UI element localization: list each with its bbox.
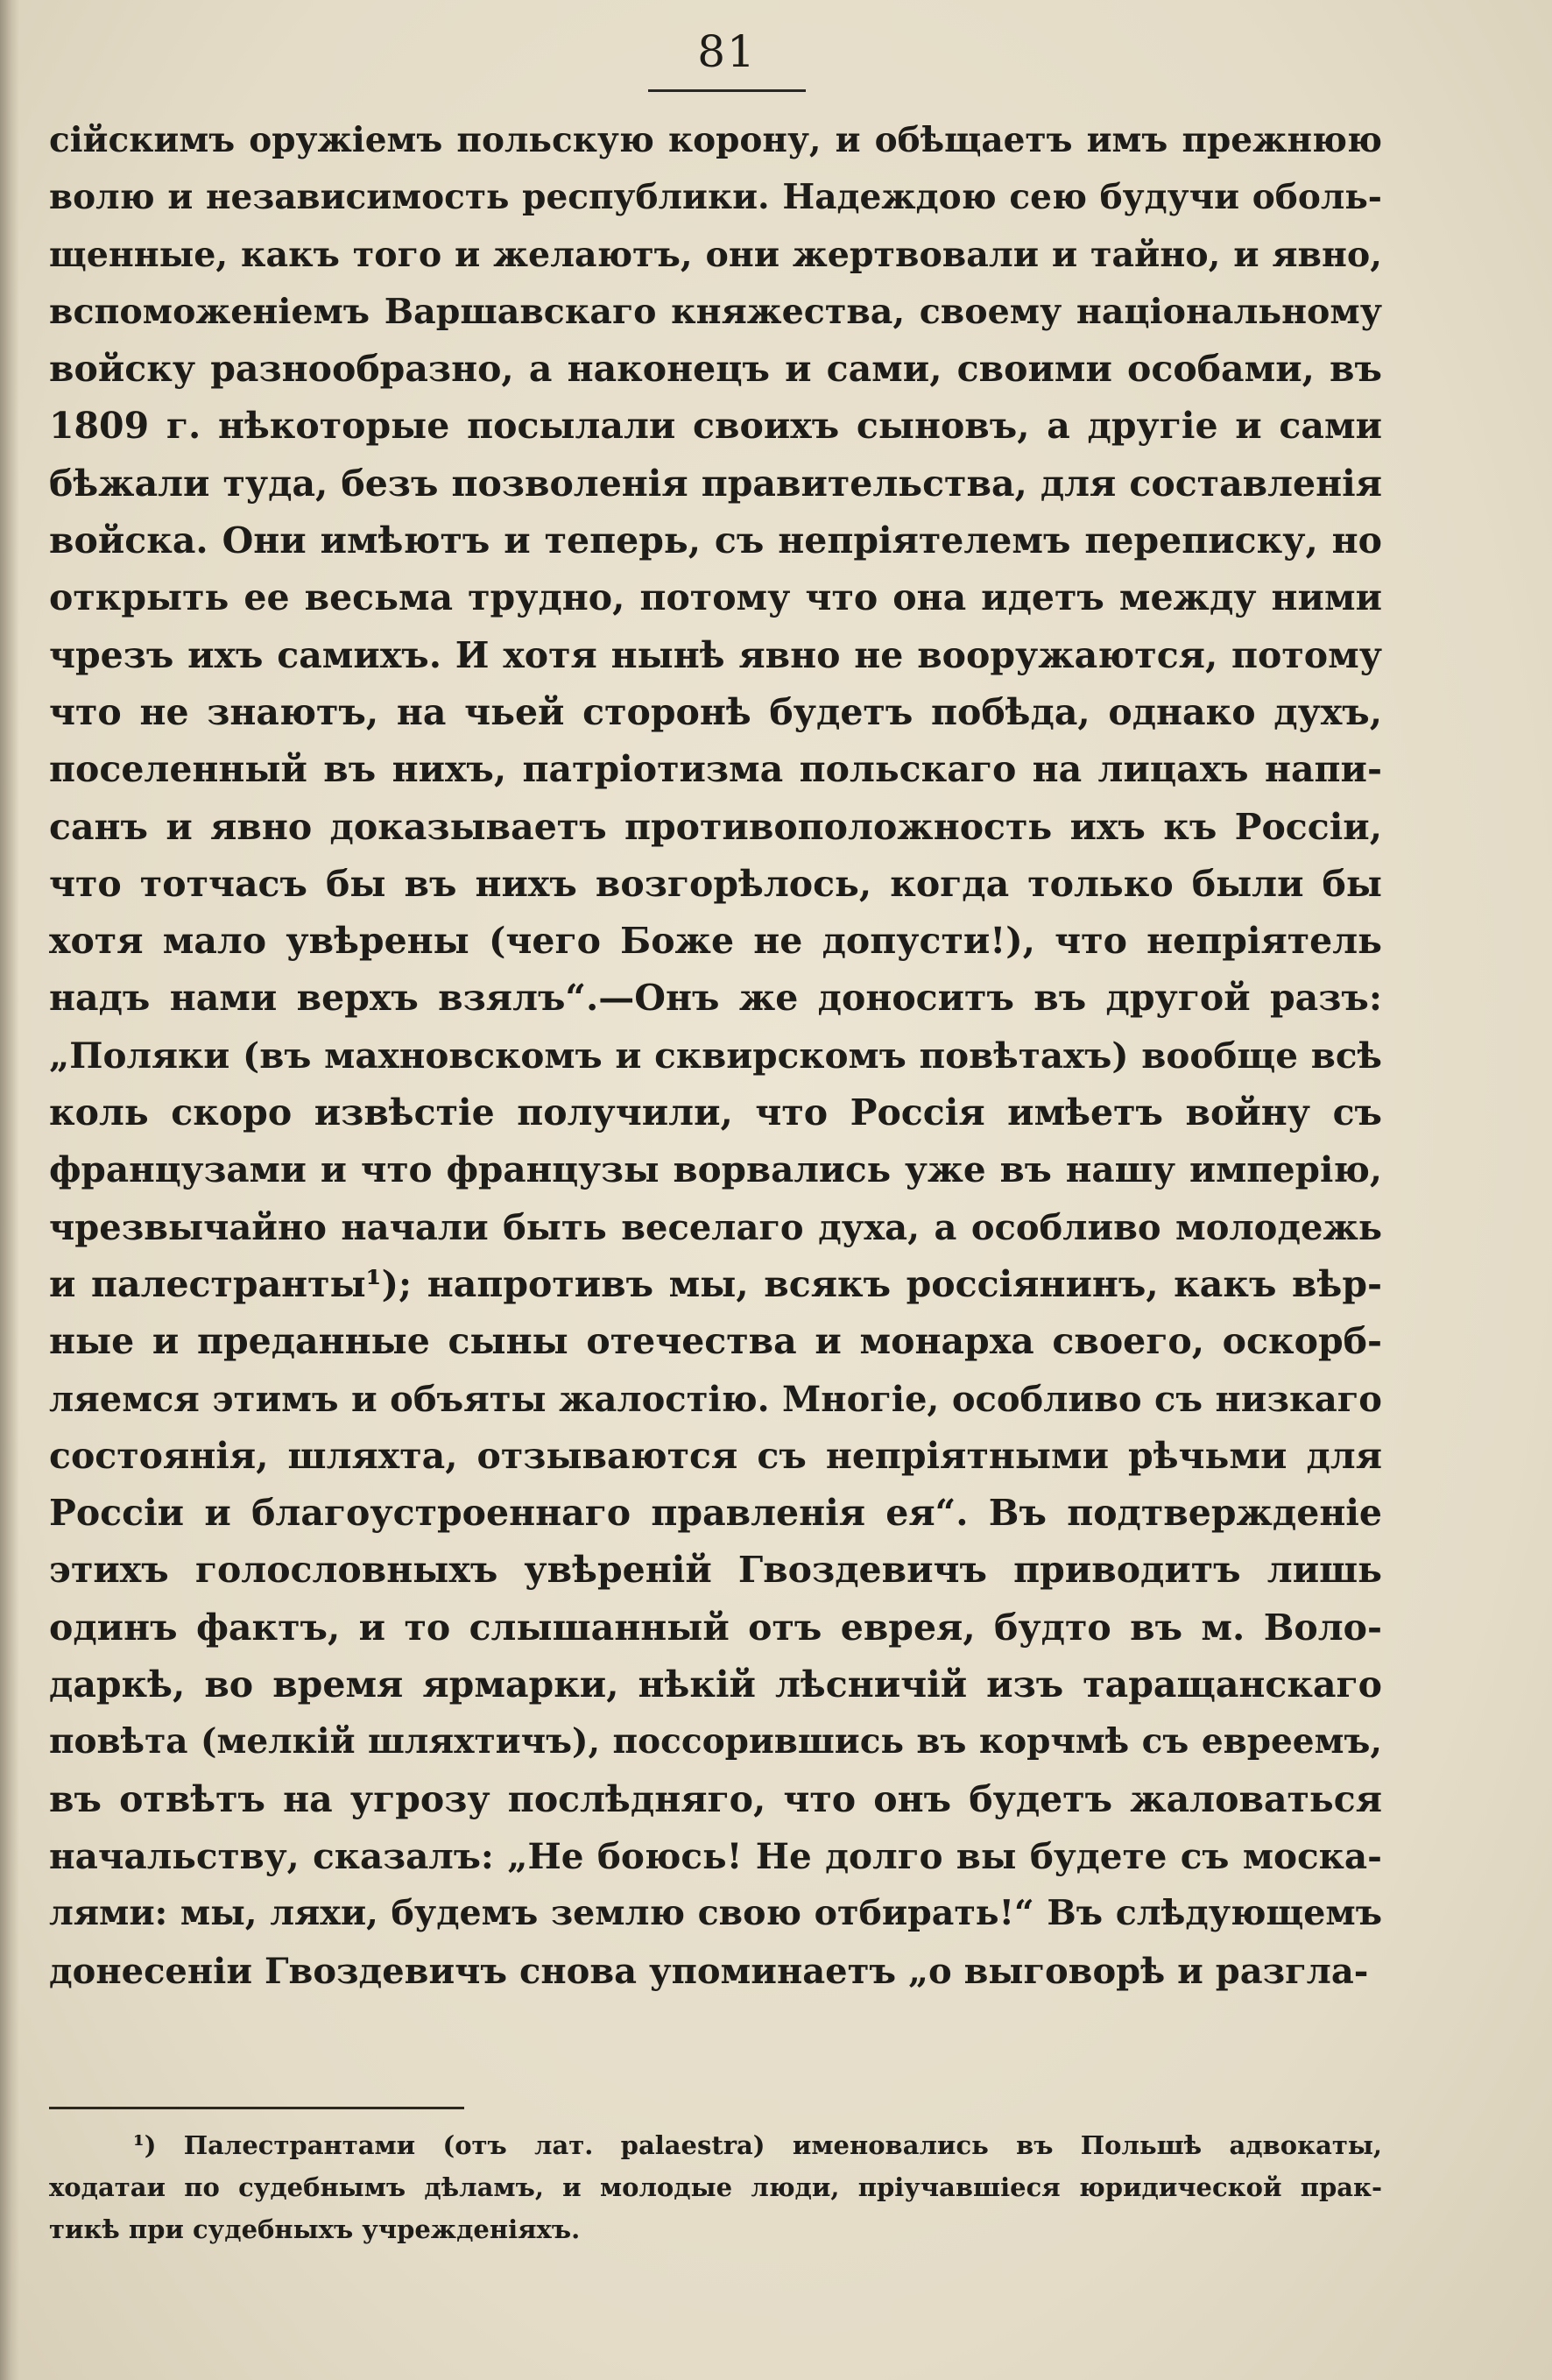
footnote-rule xyxy=(49,2107,464,2109)
text-line: войску разнообразно, а наконецъ и сами, своими особами, въ xyxy=(49,348,1382,391)
text-line: французами и что французы ворвались уже въ нашу имперію, xyxy=(49,1148,1382,1191)
text-line: надъ нами верхъ взялъ“.—Онъ же доноситъ въ другой разъ: xyxy=(49,977,1382,1020)
text-line: ные и преданные сыны отечества и монарха своего, оскорб- xyxy=(49,1320,1382,1363)
text-line: открыть ее весьма трудно, потому что она идетъ между ними xyxy=(49,576,1382,619)
text-line: донесеніи Гвоздевичъ снова упоминаетъ „о выговорѣ и разгла- xyxy=(49,1950,1369,1992)
text-line: лями: мы, ляхи, будемъ землю свою отбирать!“ Въ слѣдующемъ xyxy=(49,1893,1382,1934)
text-line: сійскимъ оружіемъ польскую корону, и обѣщаетъ имъ прежнюю xyxy=(49,120,1382,160)
text-line: даркѣ, во время ярмарки, нѣкій лѣсничій изъ таращанскаго xyxy=(49,1663,1382,1706)
text-line: щенные, какъ того и желаютъ, они жертвовали и тайно, и явно, xyxy=(49,234,1382,275)
text-line: этихъ голословныхъ увѣреній Гвоздевичъ приводитъ лишь xyxy=(49,1549,1382,1592)
text-line: поселенный въ нихъ, патріотизма польскаго на лицахъ напи- xyxy=(49,748,1382,791)
footnote-line: тикѣ при судебныхъ учрежденіяхъ. xyxy=(49,2214,581,2244)
page-number: 81 xyxy=(697,26,757,77)
page-number-rule xyxy=(648,89,806,92)
footnote-line: ходатаи по судебнымъ дѣламъ, и молодые люди, пріучавшіеся юридической прак- xyxy=(49,2172,1382,2202)
body-text xyxy=(49,112,1382,2000)
text-line: 1809 г. нѣкоторые посылали своихъ сыновъ, а другіе и сами xyxy=(49,405,1382,448)
text-line: ляемся этимъ и объяты жалостію. Многіе, особливо съ низкаго xyxy=(49,1378,1382,1420)
footnote-line: ¹) Палестрантами (отъ лат. palaestra) именовались въ Польшѣ адвокаты, xyxy=(133,2130,1382,2160)
text-line: войска. Они имѣютъ и теперь, съ непріятелемъ переписку, но xyxy=(49,519,1382,562)
text-line: бѣжали туда, безъ позволенія правительства, для составленія xyxy=(49,462,1382,505)
text-line: въ отвѣтъ на угрозу послѣдняго, что онъ будетъ жаловаться xyxy=(49,1777,1382,1820)
text-line: хотя мало увѣрены (чего Боже не допусти!), что непріятель xyxy=(49,920,1382,963)
page-binding-edge xyxy=(0,0,19,2380)
text-line: чрезвычайно начали быть веселаго духа, а особливо молодежь xyxy=(49,1206,1382,1248)
text-line: повѣта (мелкій шляхтичъ), поссорившись въ корчмѣ съ евреемъ, xyxy=(49,1721,1382,1762)
text-line: волю и независимость республики. Надеждою сею будучи оболь- xyxy=(49,177,1382,218)
text-line: и палестранты¹); напротивъ мы, всякъ россіянинъ, какъ вѣр- xyxy=(49,1262,1382,1305)
text-line: что тотчасъ бы въ нихъ возгорѣлось, когда только были бы xyxy=(49,862,1382,905)
text-line: что не знаютъ, на чьей сторонѣ будетъ побѣда, однако духъ, xyxy=(49,690,1382,733)
text-line: Россіи и благоустроеннаго правленія ея“. Въ подтвержденіе xyxy=(49,1492,1382,1535)
footnote xyxy=(49,2124,1382,2250)
text-line: вспоможеніемъ Варшавскаго княжества, своему національному xyxy=(49,291,1382,332)
text-line: чрезъ ихъ самихъ. И хотя нынѣ явно не вооружаются, потому xyxy=(49,633,1382,676)
text-line: начальству, сказалъ: „Не боюсь! Не долго вы будете съ москa- xyxy=(49,1834,1382,1877)
text-line: „Поляки (въ махновскомъ и сквирскомъ повѣтахъ) вообще всѣ xyxy=(49,1034,1382,1077)
text-line: состоянія, шляхта, отзываются съ непріятными рѣчьми для xyxy=(49,1434,1382,1477)
text-line: коль скоро извѣстіе получили, что Россія имѣетъ войну съ xyxy=(49,1091,1382,1134)
text-line: одинъ фактъ, и то слышанный отъ еврея, будто въ м. Воло- xyxy=(49,1606,1382,1649)
text-line: санъ и явно доказываетъ противоположность ихъ къ Россіи, xyxy=(49,805,1382,848)
